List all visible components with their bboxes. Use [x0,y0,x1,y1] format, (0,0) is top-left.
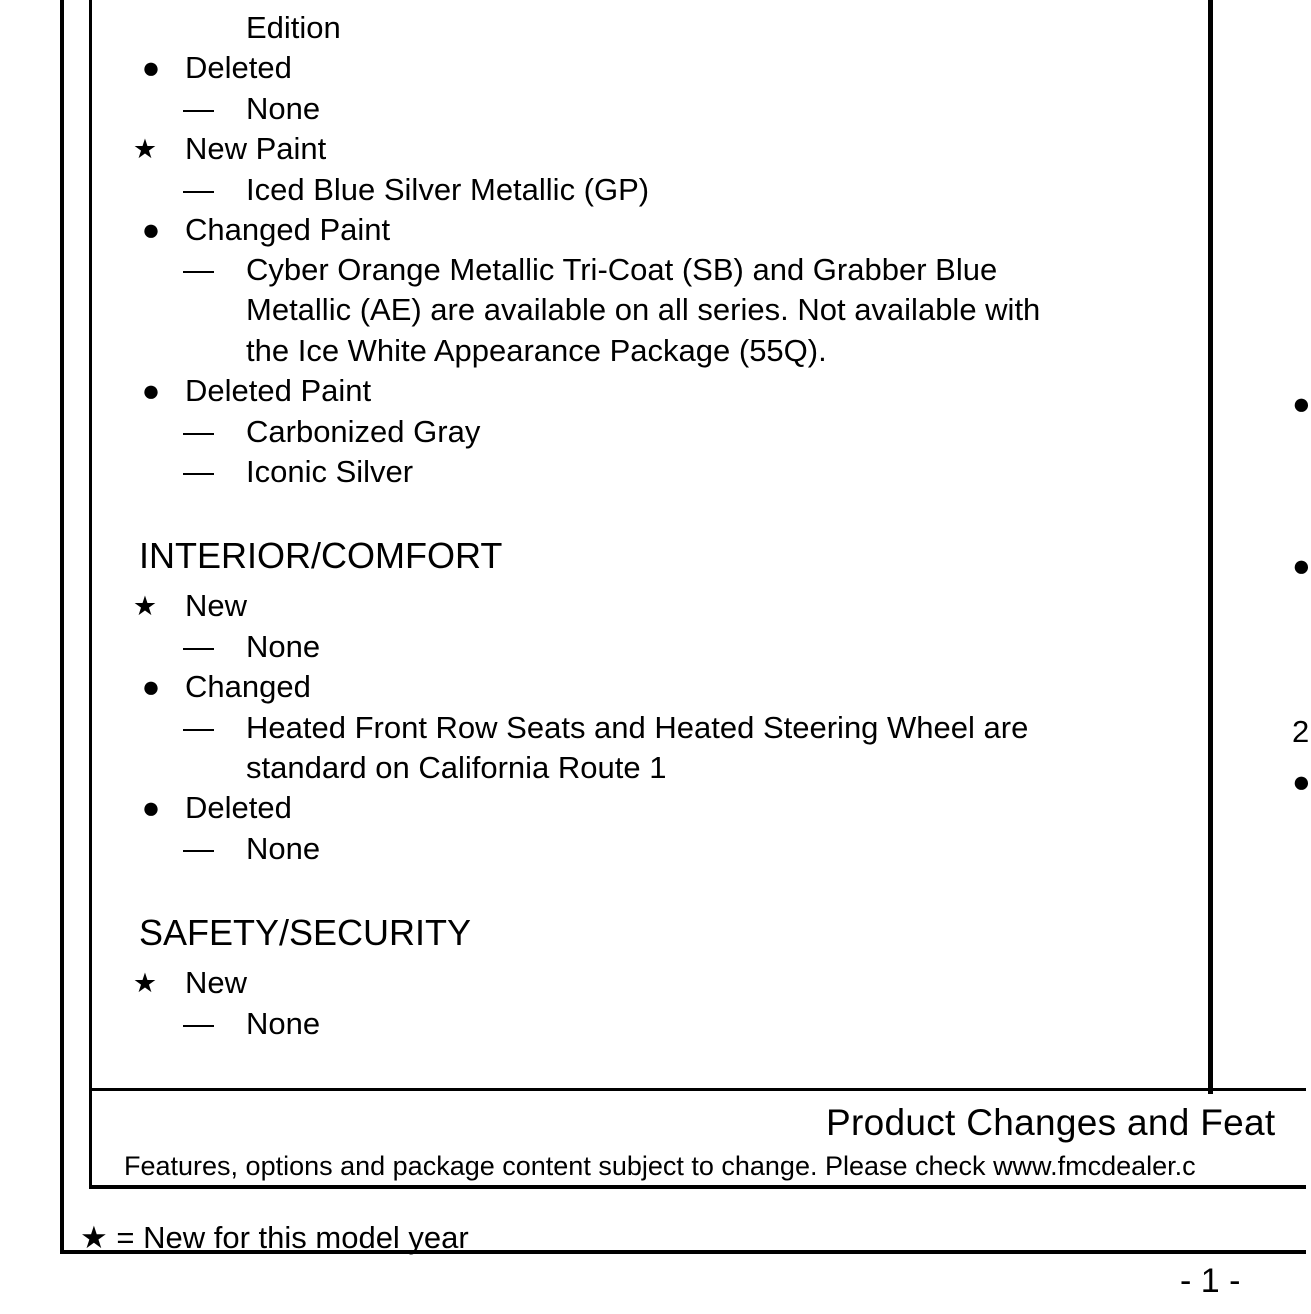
footer-note: Features, options and package content subject to change. Please check www.fmcdealer.c [124,1151,1196,1181]
footer-title: Product Changes and Feat [826,1102,1276,1143]
bullet-icon: ● [141,50,161,85]
item-text: Carbonized Gray [246,414,481,449]
item-text: the Ice White Appearance Package (55Q). [246,333,827,368]
inner-frame-left-line [89,0,92,1189]
outer-frame-left-line [60,0,64,1254]
category-label: Deleted [185,790,292,825]
category-label: Deleted Paint [185,373,372,408]
item-text: Iced Blue Silver Metallic (GP) [246,172,650,207]
section-heading: INTERIOR/COMFORT [139,535,503,576]
item-text: None [246,629,321,664]
bullet-icon: ● [141,790,161,825]
bullet-icon: ● [1292,764,1311,799]
page-number: - 1 - [1180,1262,1241,1300]
item-text: None [246,1006,321,1041]
column-divider-line [1208,0,1213,1094]
category-label: New [185,588,248,623]
category-label: New [185,965,248,1000]
section-heading: SAFETY/SECURITY [139,912,472,953]
dash-icon: — [183,414,214,449]
dash-icon: — [183,91,214,126]
item-text: standard on California Route 1 [246,750,667,785]
legend-new-for-model-year: ★ = New for this model year [80,1220,469,1255]
star-icon: ★ [132,968,158,998]
item-text: Metallic (AE) are available on all series. Not available with [246,292,1041,327]
star-icon: ★ [132,134,158,164]
dash-icon: — [183,1006,214,1041]
dash-icon: — [183,831,214,866]
star-icon: ★ [132,591,158,621]
item-text: Iconic Silver [246,454,414,489]
right-column-fragment-text: 2 [1292,714,1310,749]
bullet-icon: ● [1292,386,1311,421]
item-text: Cyber Orange Metallic Tri-Coat (SB) and Grabber Blue [246,252,998,287]
dash-icon: — [183,454,214,489]
bullet-icon: ● [141,669,161,704]
bullet-icon: ● [141,212,161,247]
item-text: Heated Front Row Seats and Heated Steering Wheel are [246,710,1029,745]
bullet-icon: ● [141,373,161,408]
dash-icon: — [183,629,214,664]
category-label: Changed [185,669,311,704]
bullet-icon: ● [1292,548,1311,583]
item-text: Edition [246,10,341,45]
category-label: Deleted [185,50,292,85]
footer-bottom-line [89,1185,1306,1189]
item-text: None [246,831,321,866]
dash-icon: — [183,710,214,745]
dash-icon: — [183,172,214,207]
item-text: None [246,91,321,126]
dash-icon: — [183,252,214,287]
footer-top-line [89,1088,1306,1091]
category-label: Changed Paint [185,212,391,247]
category-label: New Paint [185,131,327,166]
